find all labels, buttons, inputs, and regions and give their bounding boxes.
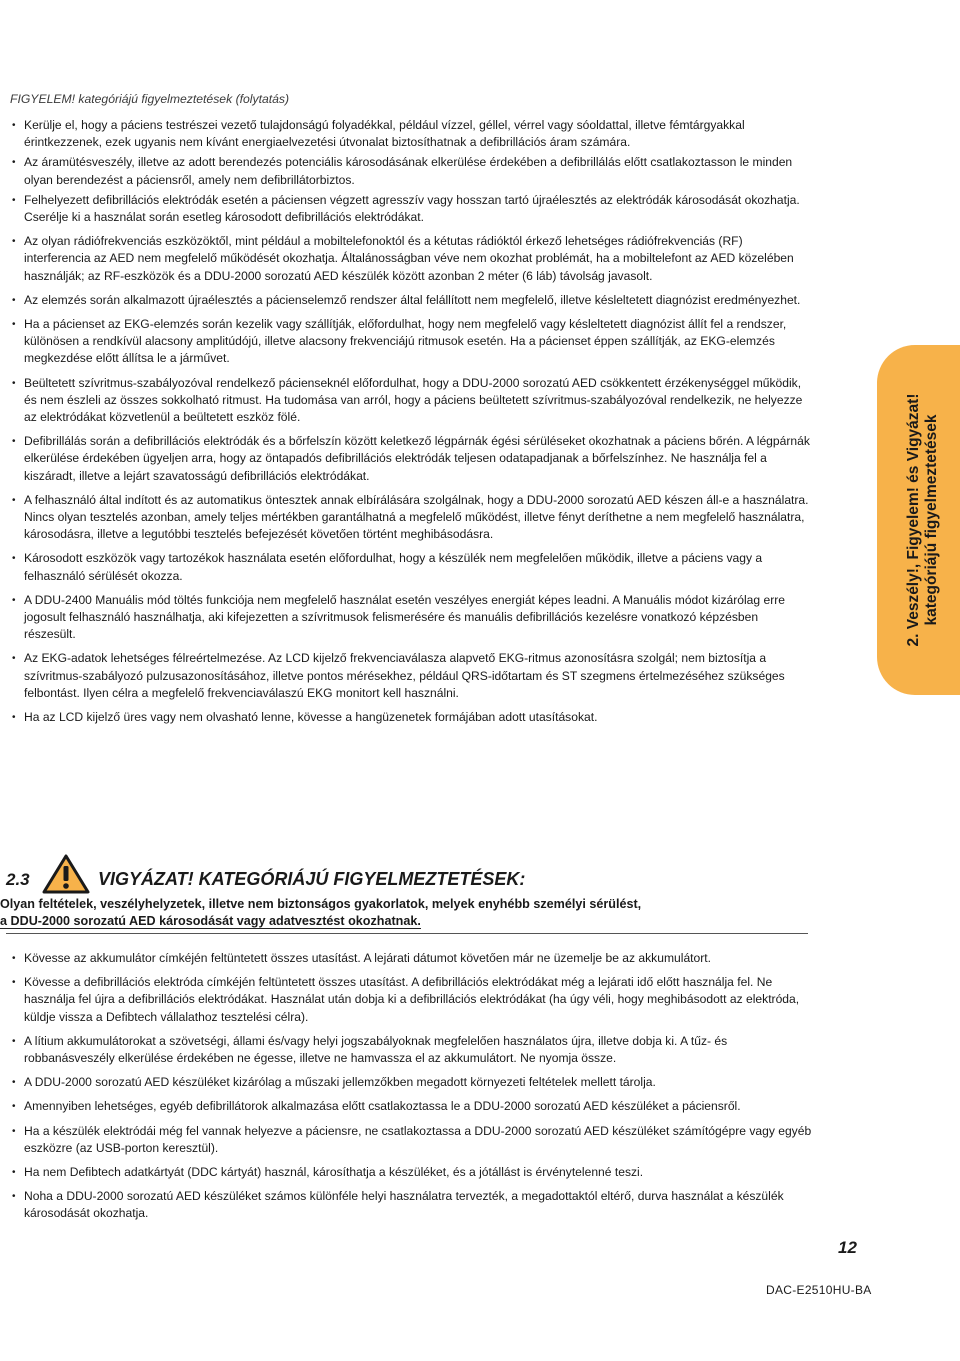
list-item: • Ha az LCD kijelző üres vagy nem olvasható lenne, kövesse a hangüzenetek formájában adott utasításokat. [12,709,812,726]
section-heading [6,854,826,890]
section-number: 2.3 [6,870,30,889]
list-item: • Károsodott eszközök vagy tartozékok használata esetén előfordulhat, hogy a készülék nem megfelelően működik, illetve a páciens vagy a felhasználó sérülését okozza. [12,550,812,584]
list-item: • Defibrillálás során a defibrillációs elektródák és a bőrfelszín között keletkező légpárnák égési sérüléseket okozhatnak a páciens bőrén. A légpárnák elkerülése érdekében ügyeljen arra, hogy az öntapadós defibrillációs elektródák teljesen odatapadjanak a bőrfelszínhez. Ne használja fel a kiszáradt, illetve a lejárt szavatosságú defibrillációs elektródákat. [12,433,812,485]
section-description [0,896,820,930]
warning-list [12,117,812,733]
list-item: • A lítium akkumulátorokat a szövetségi, állami és/vagy helyi jogszabályoknak megfelelően használatos újra, illetve dobja ki. A tűz- és robbanásveszély elkerülése érdekében ne égesse, illetve ne hamvassza el az akkumulátort. Ne nyomja össze. [12,1033,812,1067]
list-item: • Ha a készülék elektródái még fel vannak helyezve a páciensre, ne csatlakoztassa a DDU-2000 sorozatú AED készüléket számítógépre vagy egyéb eszközre (az USB-porton keresztül). [12,1123,812,1157]
list-item: • A felhasználó által indított és az automatikus öntesztek annak elbírálására szolgálnak, hogy a DDU-2000 sorozatú AED készen áll-e a használatra. Nincs olyan tesztelés azonban, amely teljes mértékben garantálhatná a megfelelő működést, illetve fényt deríthetne a nem megfelelő használatra, károsodásra, illetve a legutóbbi tesztelés befejezését követően történt meghibásodásra. [12,492,812,544]
continued-heading: FIGYELEM! kategóriájú figyelmeztetések (folytatás) [10,92,290,106]
page-number: 12 [838,1238,857,1257]
chapter-side-label-line2: kategóriájú figyelmeztetések [923,414,940,626]
chapter-side-label-line1: 2. Veszély!, Figyelem! és Vigyázat! [905,393,922,647]
list-item: • Noha a DDU-2000 sorozatú AED készüléket számos különféle helyi használatra tervezték, a megadottaktól eltérő, durva használat a készülék károsodását okozhatja. [12,1188,812,1222]
document-id: DAC-E2510HU-BA [766,1283,872,1297]
section-divider [6,933,808,934]
caution-list [12,950,812,1230]
warning-triangle-icon [42,854,90,894]
list-item: • Kerülje el, hogy a páciens testrészei vezető tulajdonságú folyadékkal, például vízzel, géllel, vérrel vagy sóoldattal, illetve fémtárgyakkal érintkezzenek, ezek ugyanis nem kívánt energiaelvezetési útvonalat biztosíthatnak a defibrillációs áram számára. [12,117,812,151]
list-item: • Az áramütésveszély, illetve az adott berendezés potenciális károsodásának elkerülése érdekében a defibrillálás előtt csatlakoztasson le minden olyan berendezést a páciensről, amely nem defibrillátorbiztos. [12,154,812,188]
list-item: • Ha nem Defibtech adatkártyát (DDC kártyát) használ, károsíthatja a készüléket, és a jótállást is érvénytelenné teszi. [12,1164,812,1181]
section-title: VIGYÁZAT! KATEGÓRIÁJÚ FIGYELMEZTETÉSEK: [98,869,526,889]
list-item: • Az EKG-adatok lehetséges félreértelmezése. Az LCD kijelző frekvenciaválasza alapvető EKG-ritmus azonosításra szolgál; nem biztosítja a szívritmus-szabályozó pulzusazonosításához, illetve pontos mérésekhez, például QRS-időtartam és ST szegmens értelmezéséhez szükséges felbontást. Ilyen célra a megfelelő frekvenciaválaszú EKG monitort kell használni. [12,650,812,702]
list-item: • A DDU-2000 sorozatú AED készüléket kizárólag a műszaki jellemzőkben megadott környezeti feltételek mellett tárolja. [12,1074,812,1091]
section-description-line2: a DDU-2000 sorozatú AED károsodását vagy adatvesztést okozhatnak. [0,914,421,928]
chapter-side-label [905,355,941,685]
list-item: • Kövesse a defibrillációs elektróda címkéjén feltüntetett összes utasítást. A defibrillációs elektródákat még a lejárati idő előtt használja fel. Ne használja fel újra a defibrillációs elektródákat. Használat után dobja ki a defibrillációs elektródákat (ha úgy véli, hogy meghibásodott az elektróda, küldje vissza a Defibtech vállalathoz tesztelési célra). [12,974,812,1026]
list-item: • Beültetett szívritmus-szabályozóval rendelkező pácienseknél előfordulhat, hogy a DDU-2000 sorozatú AED csökkentett érzékenységgel működik, és nem észleli az összes sokkolható ritmust. Ha tudomása van arról, hogy a páciens beültetett szívritmus-szabályozóval rendelkezik, ne helyezze az elektródákat közvetlenül a beültetett eszköz fölé. [12,375,812,427]
list-item: • Felhelyezett defibrillációs elektródák esetén a páciensen végzett agresszív vagy hosszan tartó újraélesztés az elektródák károsodását okozhatja. Cserélje ki a használat során esetleg károsodott defibrillációs elektródákat. [12,192,812,226]
list-item: • Ha a pácienset az EKG-elemzés során kezelik vagy szállítják, előfordulhat, hogy nem megfelelő vagy késleltetett diagnózist állít fel a rendszer, különösen a rendkívül alacsony amplitúdójú, illetve alacsony frekvenciájú ritmusok esetén. Ha a pácienset éppen szállítják, az EKG-elemzés megkezdése előtt állítsa le a járművet. [12,316,812,368]
section-description-line1: Olyan feltételek, veszélyhelyzetek, illetve nem biztonságos gyakorlatok, melyek enyhébb személyi sérülést, [0,897,642,911]
list-item: • Az elemzés során alkalmazott újraélesztés a pácienselemző rendszer által felállított nem megfelelő, illetve késleltetett diagnózist eredményezhet. [12,292,812,309]
list-item: • A DDU-2400 Manuális mód töltés funkciója nem megfelelő használat esetén veszélyes energiát képes leadni. A Manuális módot kizárólag erre jogosult felhasználó használhatja, aki kifejezetten a szívritmusok felismerésére és manuális defibrillációs kezelésre vonatkozó képzésben részesült. [12,592,812,644]
list-item: • Az olyan rádiófrekvenciás eszközöktől, mint például a mobiltelefonoktól és a kétutas rádióktól érkező lehetséges rádiófrekvenciás (RF) interferencia az AED nem megfelelő működését okozhatja. Általánosságban véve nem okozhat problémát, ha a mobiltelefont az AED közelében használják; az RF-eszközök és a DDU-2000 sorozatú AED készülék között azonban 2 méter (6 láb) távolság javasolt. [12,233,812,285]
list-item: • Kövesse az akkumulátor címkéjén feltüntetett összes utasítást. A lejárati dátumot követően már ne üzemelje be az akkumulátort. [12,950,812,967]
list-item: • Amennyiben lehetséges, egyéb defibrillátorok alkalmazása előtt csatlakoztassa le a DDU-2000 sorozatú AED készüléket a páciensről. [12,1098,812,1115]
